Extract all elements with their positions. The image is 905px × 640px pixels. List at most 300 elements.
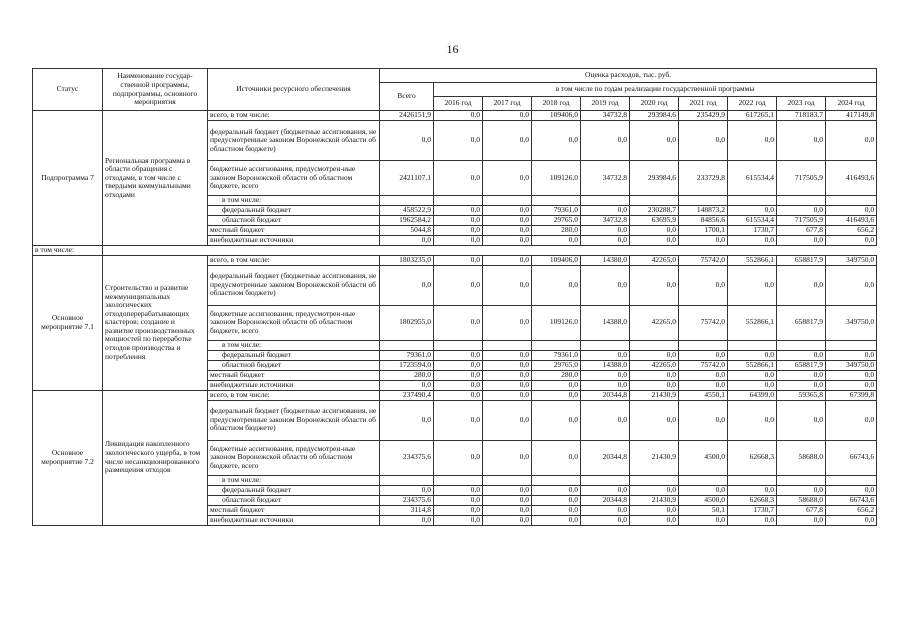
source-cell: бюджетные ассигнования, предусмотрен-ные законом Воронежской области об областном бюджете, всего xyxy=(208,161,380,196)
year-value-cell: 677,8 xyxy=(777,505,826,515)
year-value-cell: 658817,9 xyxy=(777,360,826,370)
year-value-cell: 0,0 xyxy=(483,485,532,495)
separator-cell xyxy=(532,246,581,256)
source-cell: местный бюджет xyxy=(208,505,380,515)
year-value-cell: 230288,7 xyxy=(630,206,679,216)
year-value-cell: 416493,6 xyxy=(826,161,877,196)
year-value-cell: 417149,8 xyxy=(826,111,877,121)
header-year: 2020 год xyxy=(630,97,679,111)
year-value-cell xyxy=(434,340,483,350)
year-value-cell: 0,0 xyxy=(483,400,532,440)
year-value-cell: 109126,0 xyxy=(532,305,581,340)
year-value-cell: 349750,0 xyxy=(826,305,877,340)
year-value-cell: 0,0 xyxy=(532,121,581,161)
total-cell: 1962584,2 xyxy=(380,216,434,226)
year-value-cell: 0,0 xyxy=(434,495,483,505)
year-value-cell: 34732,8 xyxy=(581,216,630,226)
year-value-cell: 0,0 xyxy=(630,515,679,525)
year-value-cell: 0,0 xyxy=(434,226,483,236)
year-value-cell: 0,0 xyxy=(483,495,532,505)
year-value-cell: 0,0 xyxy=(777,265,826,305)
header-sources: Источники ресурсного обеспечения xyxy=(208,69,380,111)
year-value-cell: 0,0 xyxy=(826,236,877,246)
source-cell: федеральный бюджет xyxy=(208,350,380,360)
year-value-cell xyxy=(728,475,777,485)
year-value-cell: 58688,0 xyxy=(777,440,826,475)
source-cell: в том числе: xyxy=(208,475,380,485)
year-value-cell: 14388,0 xyxy=(581,305,630,340)
source-cell: областной бюджет xyxy=(208,216,380,226)
source-cell: местный бюджет xyxy=(208,370,380,380)
source-cell: всего, в том числе: xyxy=(208,255,380,265)
year-value-cell: 0,0 xyxy=(728,121,777,161)
program-name-cell: Ликвидация накопленного экологического ущерба, в том числе несанкционированного размещения отходов xyxy=(103,390,208,525)
source-cell: федеральный бюджет xyxy=(208,485,380,495)
year-value-cell: 0,0 xyxy=(483,380,532,390)
year-value-cell: 79361,0 xyxy=(532,206,581,216)
year-value-cell: 0,0 xyxy=(483,305,532,340)
year-value-cell: 0,0 xyxy=(434,111,483,121)
year-value-cell xyxy=(581,196,630,206)
year-value-cell: 0,0 xyxy=(581,485,630,495)
year-value-cell: 0,0 xyxy=(581,400,630,440)
year-value-cell: 0,0 xyxy=(679,380,728,390)
year-value-cell xyxy=(630,340,679,350)
year-value-cell: 0,0 xyxy=(581,380,630,390)
total-cell: 5044,8 xyxy=(380,226,434,236)
header-estimate: Оценка расходов, тыс. руб. xyxy=(380,69,877,83)
year-value-cell: 20344,8 xyxy=(581,390,630,400)
year-value-cell: 0,0 xyxy=(679,515,728,525)
year-value-cell: 0,0 xyxy=(777,400,826,440)
year-value-cell xyxy=(483,196,532,206)
year-value-cell: 0,0 xyxy=(581,226,630,236)
total-cell xyxy=(380,196,434,206)
year-value-cell: 0,0 xyxy=(728,380,777,390)
separator-cell xyxy=(380,246,434,256)
year-value-cell: 0,0 xyxy=(532,265,581,305)
source-cell: бюджетные ассигнования, предусмотрен-ные законом Воронежской области об областном бюджете, всего xyxy=(208,440,380,475)
header-year: 2021 год xyxy=(679,97,728,111)
total-cell xyxy=(380,340,434,350)
year-value-cell: 14388,0 xyxy=(581,255,630,265)
source-cell: федеральный бюджет (бюджетные ассигнования, не предусмотренные законом Воронежской области об областном бюджете) xyxy=(208,265,380,305)
year-value-cell: 20344,8 xyxy=(581,440,630,475)
year-value-cell: 4500,0 xyxy=(679,495,728,505)
year-value-cell xyxy=(679,196,728,206)
year-value-cell: 0,0 xyxy=(434,380,483,390)
year-value-cell: 66743,6 xyxy=(826,495,877,505)
year-value-cell: 0,0 xyxy=(483,236,532,246)
total-cell: 0,0 xyxy=(380,236,434,246)
source-cell: федеральный бюджет xyxy=(208,206,380,216)
year-value-cell: 109406,0 xyxy=(532,255,581,265)
year-value-cell: 0,0 xyxy=(728,400,777,440)
year-value-cell: 0,0 xyxy=(826,265,877,305)
year-value-cell: 0,0 xyxy=(532,400,581,440)
year-value-cell: 34732,8 xyxy=(581,161,630,196)
year-value-cell: 0,0 xyxy=(777,515,826,525)
year-value-cell: 29765,0 xyxy=(532,360,581,370)
year-value-cell: 552866,1 xyxy=(728,360,777,370)
year-value-cell: 0,0 xyxy=(483,255,532,265)
year-value-cell: 148873,2 xyxy=(679,206,728,216)
year-value-cell: 0,0 xyxy=(532,440,581,475)
year-value-cell: 64399,0 xyxy=(728,390,777,400)
total-cell: 0,0 xyxy=(380,121,434,161)
year-value-cell: 0,0 xyxy=(630,505,679,515)
year-value-cell: 0,0 xyxy=(777,380,826,390)
year-value-cell xyxy=(728,196,777,206)
year-value-cell: 0,0 xyxy=(483,360,532,370)
source-cell: в том числе: xyxy=(208,196,380,206)
year-value-cell xyxy=(826,475,877,485)
year-value-cell xyxy=(532,340,581,350)
year-value-cell: 0,0 xyxy=(679,350,728,360)
year-value-cell: 0,0 xyxy=(532,390,581,400)
year-value-cell: 0,0 xyxy=(826,206,877,216)
table-row xyxy=(33,390,877,400)
year-value-cell: 280,0 xyxy=(532,370,581,380)
year-value-cell: 0,0 xyxy=(630,370,679,380)
year-value-cell: 4550,1 xyxy=(679,390,728,400)
header-year: 2017 год xyxy=(483,97,532,111)
year-value-cell: 0,0 xyxy=(532,515,581,525)
year-value-cell: 0,0 xyxy=(532,236,581,246)
year-value-cell: 0,0 xyxy=(434,161,483,196)
separator-cell xyxy=(826,246,877,256)
header-year: 2023 год xyxy=(777,97,826,111)
separator-cell xyxy=(679,246,728,256)
separator-cell xyxy=(728,246,777,256)
header-year: 2016 год xyxy=(434,97,483,111)
year-value-cell: 349750,0 xyxy=(826,255,877,265)
year-value-cell: 0,0 xyxy=(826,400,877,440)
year-value-cell: 0,0 xyxy=(777,236,826,246)
year-value-cell: 34732,8 xyxy=(581,111,630,121)
header-by-years: в том числе по годам реализации государственной программы xyxy=(434,83,877,97)
year-value-cell: 0,0 xyxy=(630,350,679,360)
year-value-cell xyxy=(630,196,679,206)
separator-label: в том числе: xyxy=(33,246,103,256)
year-value-cell: 0,0 xyxy=(434,390,483,400)
year-value-cell: 66743,6 xyxy=(826,440,877,475)
year-value-cell: 658817,9 xyxy=(777,305,826,340)
year-value-cell: 0,0 xyxy=(777,350,826,360)
total-cell: 0,0 xyxy=(380,265,434,305)
year-value-cell: 0,0 xyxy=(630,380,679,390)
year-value-cell: 0,0 xyxy=(483,505,532,515)
year-value-cell xyxy=(483,475,532,485)
year-value-cell: 0,0 xyxy=(434,515,483,525)
year-value-cell: 0,0 xyxy=(434,121,483,161)
year-value-cell: 0,0 xyxy=(483,370,532,380)
year-value-cell: 0,0 xyxy=(581,370,630,380)
year-value-cell: 0,0 xyxy=(728,485,777,495)
source-cell: бюджетные ассигнования, предусмотрен-ные законом Воронежской области об областном бюджете, всего xyxy=(208,305,380,340)
year-value-cell: 717505,9 xyxy=(777,161,826,196)
year-value-cell xyxy=(434,475,483,485)
total-cell: 280,0 xyxy=(380,370,434,380)
year-value-cell: 0,0 xyxy=(434,305,483,340)
year-value-cell xyxy=(630,475,679,485)
year-value-cell: 0,0 xyxy=(532,485,581,495)
total-cell: 0,0 xyxy=(380,515,434,525)
year-value-cell: 0,0 xyxy=(777,370,826,380)
year-value-cell: 0,0 xyxy=(777,121,826,161)
year-value-cell xyxy=(483,340,532,350)
year-value-cell: 617265,1 xyxy=(728,111,777,121)
year-value-cell: 0,0 xyxy=(826,350,877,360)
year-value-cell xyxy=(679,340,728,350)
year-value-cell: 67399,8 xyxy=(826,390,877,400)
source-cell: федеральный бюджет (бюджетные ассигнования, не предусмотренные законом Воронежской области об областном бюджете) xyxy=(208,121,380,161)
year-value-cell: 0,0 xyxy=(434,350,483,360)
year-value-cell: 0,0 xyxy=(483,265,532,305)
year-value-cell: 656,2 xyxy=(826,505,877,515)
year-value-cell: 0,0 xyxy=(777,485,826,495)
total-cell: 234375,6 xyxy=(380,495,434,505)
year-value-cell: 0,0 xyxy=(483,161,532,196)
year-value-cell: 0,0 xyxy=(728,350,777,360)
year-value-cell: 0,0 xyxy=(483,390,532,400)
total-cell: 0,0 xyxy=(380,380,434,390)
year-value-cell: 84856,6 xyxy=(679,216,728,226)
header-year: 2019 год xyxy=(581,97,630,111)
year-value-cell: 0,0 xyxy=(532,495,581,505)
budget-table xyxy=(32,68,877,526)
year-value-cell: 0,0 xyxy=(679,370,728,380)
year-value-cell: 615534,4 xyxy=(728,216,777,226)
year-value-cell: 658817,9 xyxy=(777,255,826,265)
year-value-cell: 0,0 xyxy=(434,236,483,246)
year-value-cell: 0,0 xyxy=(679,485,728,495)
year-value-cell: 233729,8 xyxy=(679,161,728,196)
year-value-cell xyxy=(581,475,630,485)
year-value-cell xyxy=(826,340,877,350)
year-value-cell: 0,0 xyxy=(630,400,679,440)
year-value-cell: 0,0 xyxy=(728,236,777,246)
year-value-cell: 0,0 xyxy=(532,505,581,515)
total-cell: 237490,4 xyxy=(380,390,434,400)
year-value-cell: 0,0 xyxy=(483,121,532,161)
year-value-cell: 615534,4 xyxy=(728,161,777,196)
status-cell: Основное мероприятие 7.1 xyxy=(33,255,103,390)
year-value-cell: 0,0 xyxy=(483,440,532,475)
total-cell: 234375,6 xyxy=(380,440,434,475)
year-value-cell: 0,0 xyxy=(434,485,483,495)
year-value-cell: 0,0 xyxy=(679,121,728,161)
year-value-cell: 75742,0 xyxy=(679,255,728,265)
year-value-cell: 0,0 xyxy=(434,206,483,216)
year-value-cell: 79361,0 xyxy=(532,350,581,360)
year-value-cell: 0,0 xyxy=(581,236,630,246)
year-value-cell: 552866,1 xyxy=(728,255,777,265)
source-cell: местный бюджет xyxy=(208,226,380,236)
year-value-cell: 0,0 xyxy=(581,206,630,216)
year-value-cell: 62668,3 xyxy=(728,495,777,505)
total-cell: 3114,8 xyxy=(380,505,434,515)
total-cell: 458522,9 xyxy=(380,206,434,216)
year-value-cell: 0,0 xyxy=(728,370,777,380)
year-value-cell: 1730,7 xyxy=(728,226,777,236)
year-value-cell: 0,0 xyxy=(630,236,679,246)
total-cell: 2426151,9 xyxy=(380,111,434,121)
total-cell: 1803235,0 xyxy=(380,255,434,265)
year-value-cell: 63695,9 xyxy=(630,216,679,226)
source-cell: внебюджетные источники xyxy=(208,515,380,525)
year-value-cell xyxy=(679,475,728,485)
year-value-cell: 0,0 xyxy=(434,505,483,515)
table-row xyxy=(33,111,877,121)
year-value-cell: 21430,9 xyxy=(630,495,679,505)
separator-cell xyxy=(103,246,208,256)
year-value-cell: 0,0 xyxy=(483,515,532,525)
year-value-cell: 62668,3 xyxy=(728,440,777,475)
year-value-cell xyxy=(532,196,581,206)
year-value-cell xyxy=(777,475,826,485)
separator-cell xyxy=(208,246,380,256)
year-value-cell: 0,0 xyxy=(532,380,581,390)
year-value-cell: 0,0 xyxy=(679,236,728,246)
table-row xyxy=(33,255,877,265)
header-name: Наименование государ-ственной программы, подпрограммы, основного мероприятия xyxy=(103,69,208,111)
year-value-cell: 552866,1 xyxy=(728,305,777,340)
year-value-cell: 42265,0 xyxy=(630,360,679,370)
year-value-cell: 59365,8 xyxy=(777,390,826,400)
total-cell: 0,0 xyxy=(380,485,434,495)
year-value-cell: 0,0 xyxy=(434,265,483,305)
year-value-cell: 0,0 xyxy=(483,111,532,121)
year-value-cell: 1730,7 xyxy=(728,505,777,515)
year-value-cell: 0,0 xyxy=(483,206,532,216)
year-value-cell: 0,0 xyxy=(581,515,630,525)
year-value-cell xyxy=(581,340,630,350)
year-value-cell: 0,0 xyxy=(630,485,679,495)
year-value-cell: 0,0 xyxy=(826,380,877,390)
source-cell: внебюджетные источники xyxy=(208,236,380,246)
total-cell: 2421107,1 xyxy=(380,161,434,196)
year-value-cell xyxy=(777,196,826,206)
status-cell: Основное мероприятие 7.2 xyxy=(33,390,103,525)
year-value-cell: 0,0 xyxy=(630,226,679,236)
year-value-cell: 75742,0 xyxy=(679,305,728,340)
year-value-cell: 0,0 xyxy=(483,350,532,360)
source-cell: всего, в том числе: xyxy=(208,111,380,121)
year-value-cell: 29765,0 xyxy=(532,216,581,226)
separator-cell xyxy=(434,246,483,256)
year-value-cell: 0,0 xyxy=(581,350,630,360)
year-value-cell: 717505,9 xyxy=(777,216,826,226)
status-cell: Подпрограмма 7 xyxy=(33,111,103,246)
year-value-cell: 21430,9 xyxy=(630,390,679,400)
source-cell: в том числе: xyxy=(208,340,380,350)
page-number: 16 xyxy=(446,42,459,56)
year-value-cell: 58688,0 xyxy=(777,495,826,505)
year-value-cell: 0,0 xyxy=(630,265,679,305)
year-value-cell: 0,0 xyxy=(777,206,826,216)
year-value-cell: 109406,0 xyxy=(532,111,581,121)
year-value-cell: 416493,6 xyxy=(826,216,877,226)
year-value-cell: 0,0 xyxy=(728,206,777,216)
year-value-cell: 293984,6 xyxy=(630,111,679,121)
year-value-cell: 0,0 xyxy=(581,265,630,305)
year-value-cell xyxy=(777,340,826,350)
year-value-cell: 14388,0 xyxy=(581,360,630,370)
year-value-cell: 0,0 xyxy=(483,226,532,236)
year-value-cell xyxy=(532,475,581,485)
year-value-cell: 656,2 xyxy=(826,226,877,236)
separator-cell xyxy=(630,246,679,256)
header-status: Статус xyxy=(33,69,103,111)
year-value-cell: 21430,9 xyxy=(630,440,679,475)
year-value-cell: 75742,0 xyxy=(679,360,728,370)
year-value-cell: 0,0 xyxy=(434,400,483,440)
separator-cell xyxy=(777,246,826,256)
total-cell: 1802955,0 xyxy=(380,305,434,340)
total-cell: 79361,0 xyxy=(380,350,434,360)
year-value-cell xyxy=(728,340,777,350)
separator-cell xyxy=(483,246,532,256)
total-cell: 0,0 xyxy=(380,400,434,440)
source-cell: всего, в том числе: xyxy=(208,390,380,400)
separator-cell xyxy=(581,246,630,256)
year-value-cell: 1700,1 xyxy=(679,226,728,236)
year-value-cell: 0,0 xyxy=(728,265,777,305)
year-value-cell: 293984,6 xyxy=(630,161,679,196)
year-value-cell: 280,0 xyxy=(532,226,581,236)
total-cell xyxy=(380,475,434,485)
year-value-cell: 50,1 xyxy=(679,505,728,515)
total-cell: 1723594,0 xyxy=(380,360,434,370)
year-value-cell xyxy=(826,196,877,206)
year-value-cell: 0,0 xyxy=(826,485,877,495)
year-value-cell: 42265,0 xyxy=(630,255,679,265)
separator-row xyxy=(33,246,877,256)
year-value-cell: 349750,0 xyxy=(826,360,877,370)
year-value-cell xyxy=(434,196,483,206)
source-cell: областной бюджет xyxy=(208,495,380,505)
year-value-cell: 4500,0 xyxy=(679,440,728,475)
year-value-cell: 0,0 xyxy=(434,360,483,370)
year-value-cell: 0,0 xyxy=(826,121,877,161)
source-cell: областной бюджет xyxy=(208,360,380,370)
year-value-cell: 0,0 xyxy=(581,505,630,515)
header-year: 2024 год xyxy=(826,97,877,111)
program-name-cell: Строительство и развитие межмуниципальных экологических отходоперерабатывающих кластеров; создание и развитие производственных мощностей по переработке отходов производства и потребления xyxy=(103,255,208,390)
header-year: 2022 год xyxy=(728,97,777,111)
source-cell: внебюджетные источники xyxy=(208,380,380,390)
year-value-cell: 0,0 xyxy=(826,515,877,525)
year-value-cell: 0,0 xyxy=(728,515,777,525)
source-cell: федеральный бюджет (бюджетные ассигнования, не предусмотренные законом Воронежской области об областном бюджете) xyxy=(208,400,380,440)
year-value-cell: 109126,0 xyxy=(532,161,581,196)
year-value-cell: 718183,7 xyxy=(777,111,826,121)
year-value-cell: 0,0 xyxy=(434,255,483,265)
program-name-cell: Региональная программа в области обращения с отходами, в том числе с твердыми коммунальными отходами xyxy=(103,111,208,246)
year-value-cell: 0,0 xyxy=(581,121,630,161)
year-value-cell: 0,0 xyxy=(826,370,877,380)
year-value-cell: 20344,8 xyxy=(581,495,630,505)
year-value-cell: 677,8 xyxy=(777,226,826,236)
year-value-cell: 0,0 xyxy=(679,400,728,440)
year-value-cell: 0,0 xyxy=(483,216,532,226)
year-value-cell: 0,0 xyxy=(434,216,483,226)
year-value-cell: 42265,0 xyxy=(630,305,679,340)
year-value-cell: 0,0 xyxy=(434,370,483,380)
header-year: 2018 год xyxy=(532,97,581,111)
year-value-cell: 235429,9 xyxy=(679,111,728,121)
